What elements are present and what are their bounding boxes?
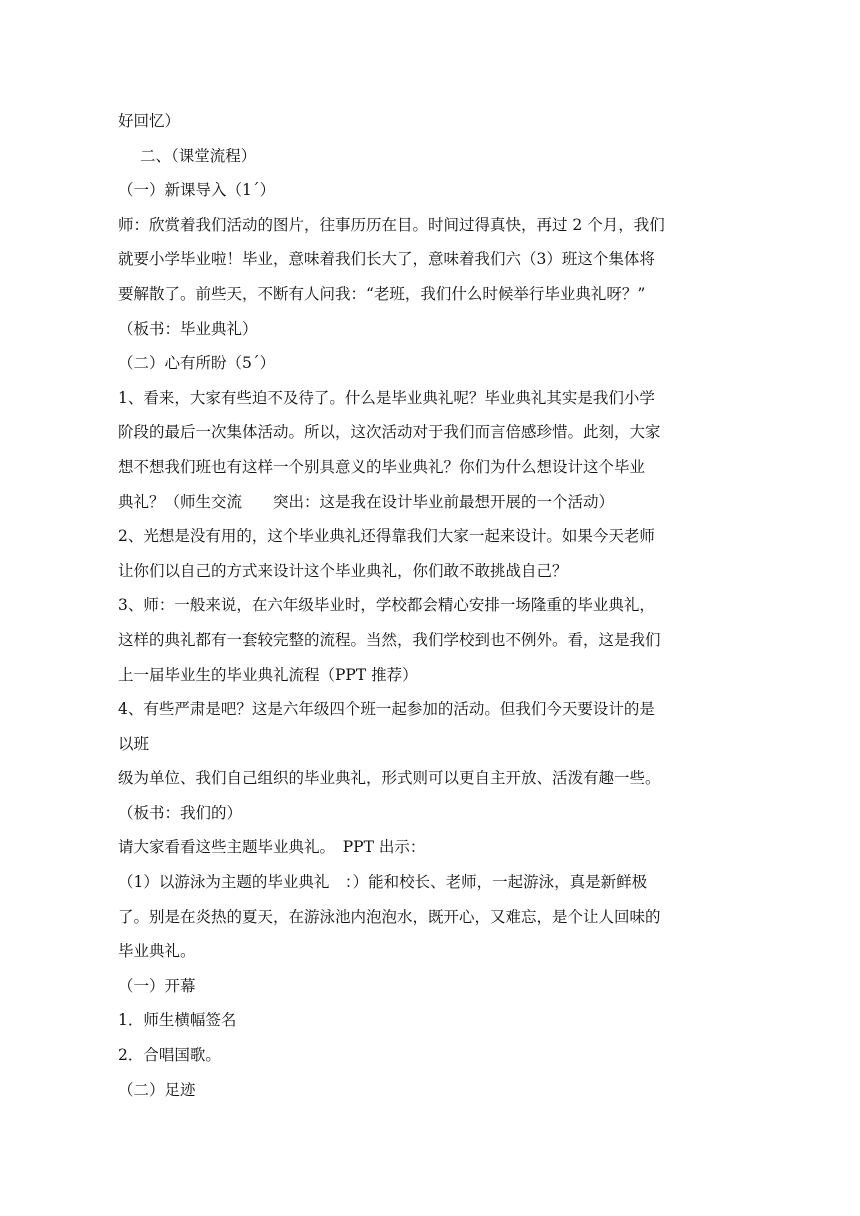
subsection-heading: （一）新课导入（1´） <box>118 181 276 200</box>
text-line: 毕业典礼。 <box>118 942 196 961</box>
text-line: 想不想我们班也有这样一个别具意义的毕业典礼？你们为什么想设计这个毕业 <box>118 457 646 476</box>
text-line: 师：欣赏着我们活动的图片，往事历历在目。时间过得真快，再过 2 个月，我们 <box>118 215 665 234</box>
text-line: 4、有些严肃是吧？这是六年级四个班一起参加的活动。但我们今天要设计的是 <box>118 700 655 719</box>
list-item: 1．师生横幅签名 <box>118 1011 237 1030</box>
text-line: 级为单位、我们自己组织的毕业典礼，形式则可以更自主开放、活泼有趣一些。 <box>118 769 661 788</box>
text-line: 请大家看看这些主题毕业典礼。 PPT 出示： <box>118 838 426 857</box>
text-line: 就要小学毕业啦！毕业，意味着我们长大了，意味着我们六（3）班这个集体将 <box>118 250 655 269</box>
section-heading: 二、（课堂流程） <box>140 146 257 165</box>
text-line: （1）以游泳为主题的毕业典礼 ：）能和校长、老师，一起游泳，真是新鲜极 <box>118 873 648 892</box>
text-line: 阶段的最后一次集体活动。所以，这次活动对于我们而言倍感珍惜。此刻，大家 <box>118 423 661 442</box>
text-line: 了。别是在炎热的夏天，在游泳池内泡泡水，既开心，又难忘，是个让人回味的 <box>118 907 661 926</box>
text-line: 好回忆） <box>118 112 181 130</box>
list-item: 2．合唱国歌。 <box>118 1046 221 1065</box>
subsection-heading: （二）心有所盼（5´） <box>118 354 276 373</box>
text-line: 1、看来，大家有些迫不及待了。什么是毕业典礼呢？毕业典礼其实是我们小学 <box>118 388 655 407</box>
subsection-heading: （一）开幕 <box>118 976 196 995</box>
text-line: 让你们以自己的方式来设计这个毕业典礼，你们敢不敢挑战自己？ <box>118 561 568 580</box>
text-line: 以班 <box>118 734 150 753</box>
text-line: 上一届毕业生的毕业典礼流程（PPT 推荐） <box>118 665 418 684</box>
board-note: （板书：我们的） <box>118 803 243 822</box>
document-body <box>118 104 748 1107</box>
text-line: 这样的典礼都有一套较完整的流程。当然，我们学校到也不例外。看，这是我们 <box>118 630 661 649</box>
text-line: 2、光想是没有用的，这个毕业典礼还得靠我们大家一起来设计。如果今天老师 <box>118 527 655 546</box>
subsection-heading: （二）足迹 <box>118 1080 196 1099</box>
text-line: 要解散了。前些天，不断有人问我：“老班，我们什么时候举行毕业典礼呀？” <box>118 284 646 303</box>
text-line: 3、师：一般来说，在六年级毕业时，学校都会精心安排一场隆重的毕业典礼， <box>118 596 655 615</box>
board-note: （板书：毕业典礼） <box>118 319 258 338</box>
text-line: 典礼？（师生交流 突出：这是我在设计毕业前最想开展的一个活动） <box>118 492 615 511</box>
